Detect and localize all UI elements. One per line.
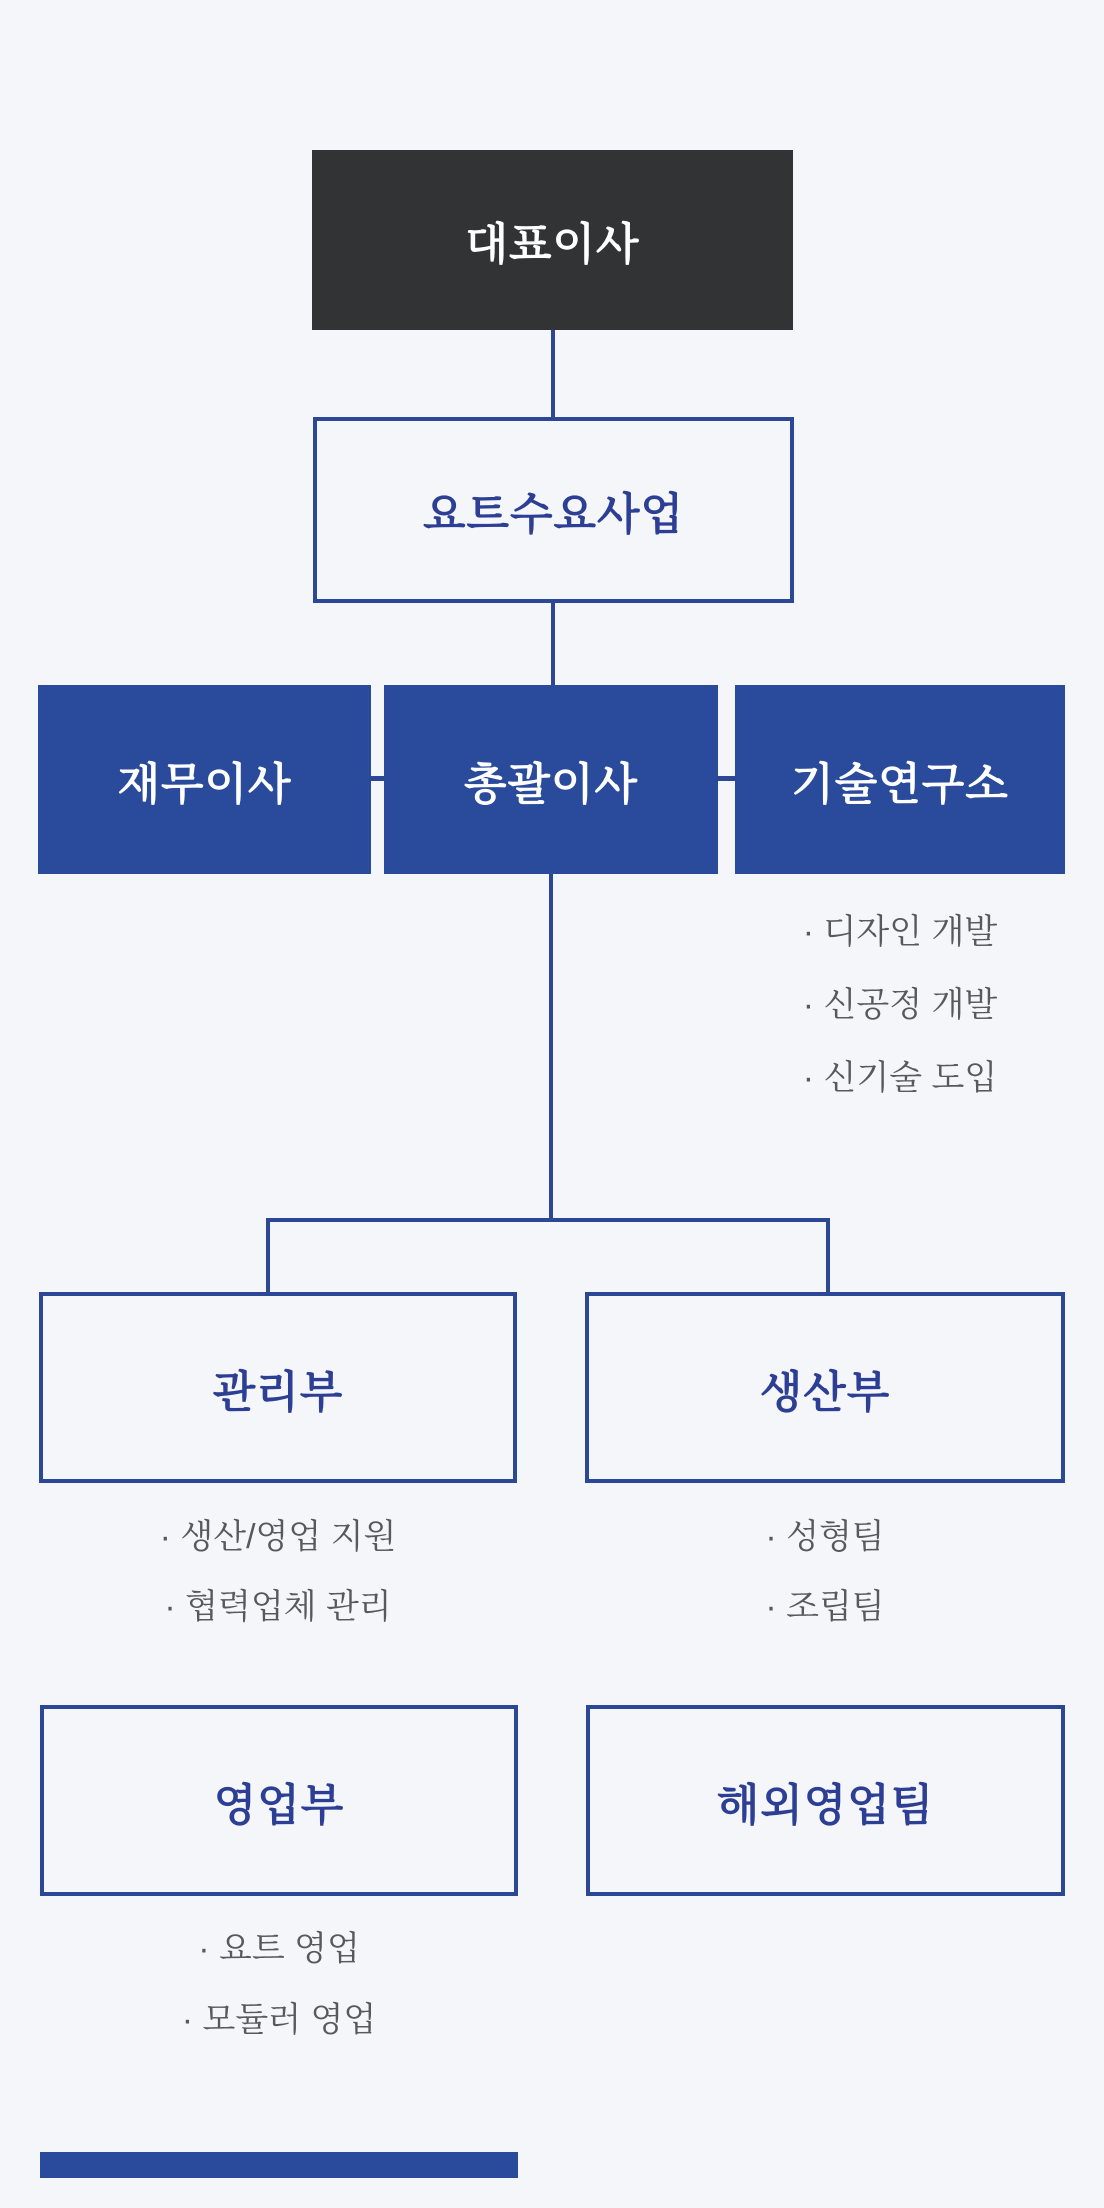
sales-dept-label: 영업부 — [213, 1780, 345, 1830]
connector-managing-tech — [716, 776, 737, 781]
list-item: · 신기술 도입 — [802, 1059, 998, 1097]
sales-dept-box — [40, 1705, 518, 1896]
branch-bar — [266, 1218, 830, 1222]
tech-research-list — [735, 896, 1065, 1115]
ceo-box — [312, 150, 793, 330]
business-unit-label: 요트수요사업 — [422, 490, 685, 539]
business-unit-box — [313, 417, 794, 603]
list-item: · 요트 영업 — [198, 1930, 360, 1968]
managing-director-box — [384, 685, 718, 874]
list-item: · 모듈러 영업 — [181, 2001, 377, 2039]
finance-director-box — [38, 685, 371, 874]
list-item: · 조립팀 — [765, 1588, 885, 1626]
admin-dept-label: 관리부 — [212, 1367, 344, 1417]
list-item: · 생산/영업 지원 — [159, 1518, 397, 1556]
production-dept-box — [585, 1292, 1065, 1483]
connector-business-directors — [551, 603, 555, 685]
list-item: · 신공정 개발 — [802, 986, 998, 1024]
partial-box-bottom — [40, 2152, 518, 2178]
production-dept-list — [585, 1502, 1065, 1642]
managing-director-label: 총괄이사 — [463, 759, 638, 809]
admin-dept-list — [39, 1502, 517, 1642]
connector-ceo-business — [551, 330, 555, 417]
connector-managing-branch — [549, 874, 553, 1220]
finance-director-label: 재무이사 — [117, 759, 292, 809]
branch-leg-left — [266, 1220, 270, 1292]
ceo-label: 대표이사 — [465, 220, 640, 269]
tech-research-label: 기술연구소 — [791, 759, 1009, 809]
production-dept-label: 생산부 — [759, 1367, 891, 1417]
list-item: · 협력업체 관리 — [164, 1588, 392, 1626]
overseas-sales-label: 해외영업팀 — [716, 1780, 935, 1830]
list-item: · 디자인 개발 — [802, 913, 998, 951]
sales-dept-list — [40, 1914, 518, 2056]
overseas-sales-box — [586, 1705, 1065, 1896]
list-item: · 성형팀 — [765, 1518, 885, 1556]
admin-dept-box — [39, 1292, 517, 1483]
tech-research-box — [735, 685, 1065, 874]
branch-leg-right — [826, 1220, 830, 1292]
